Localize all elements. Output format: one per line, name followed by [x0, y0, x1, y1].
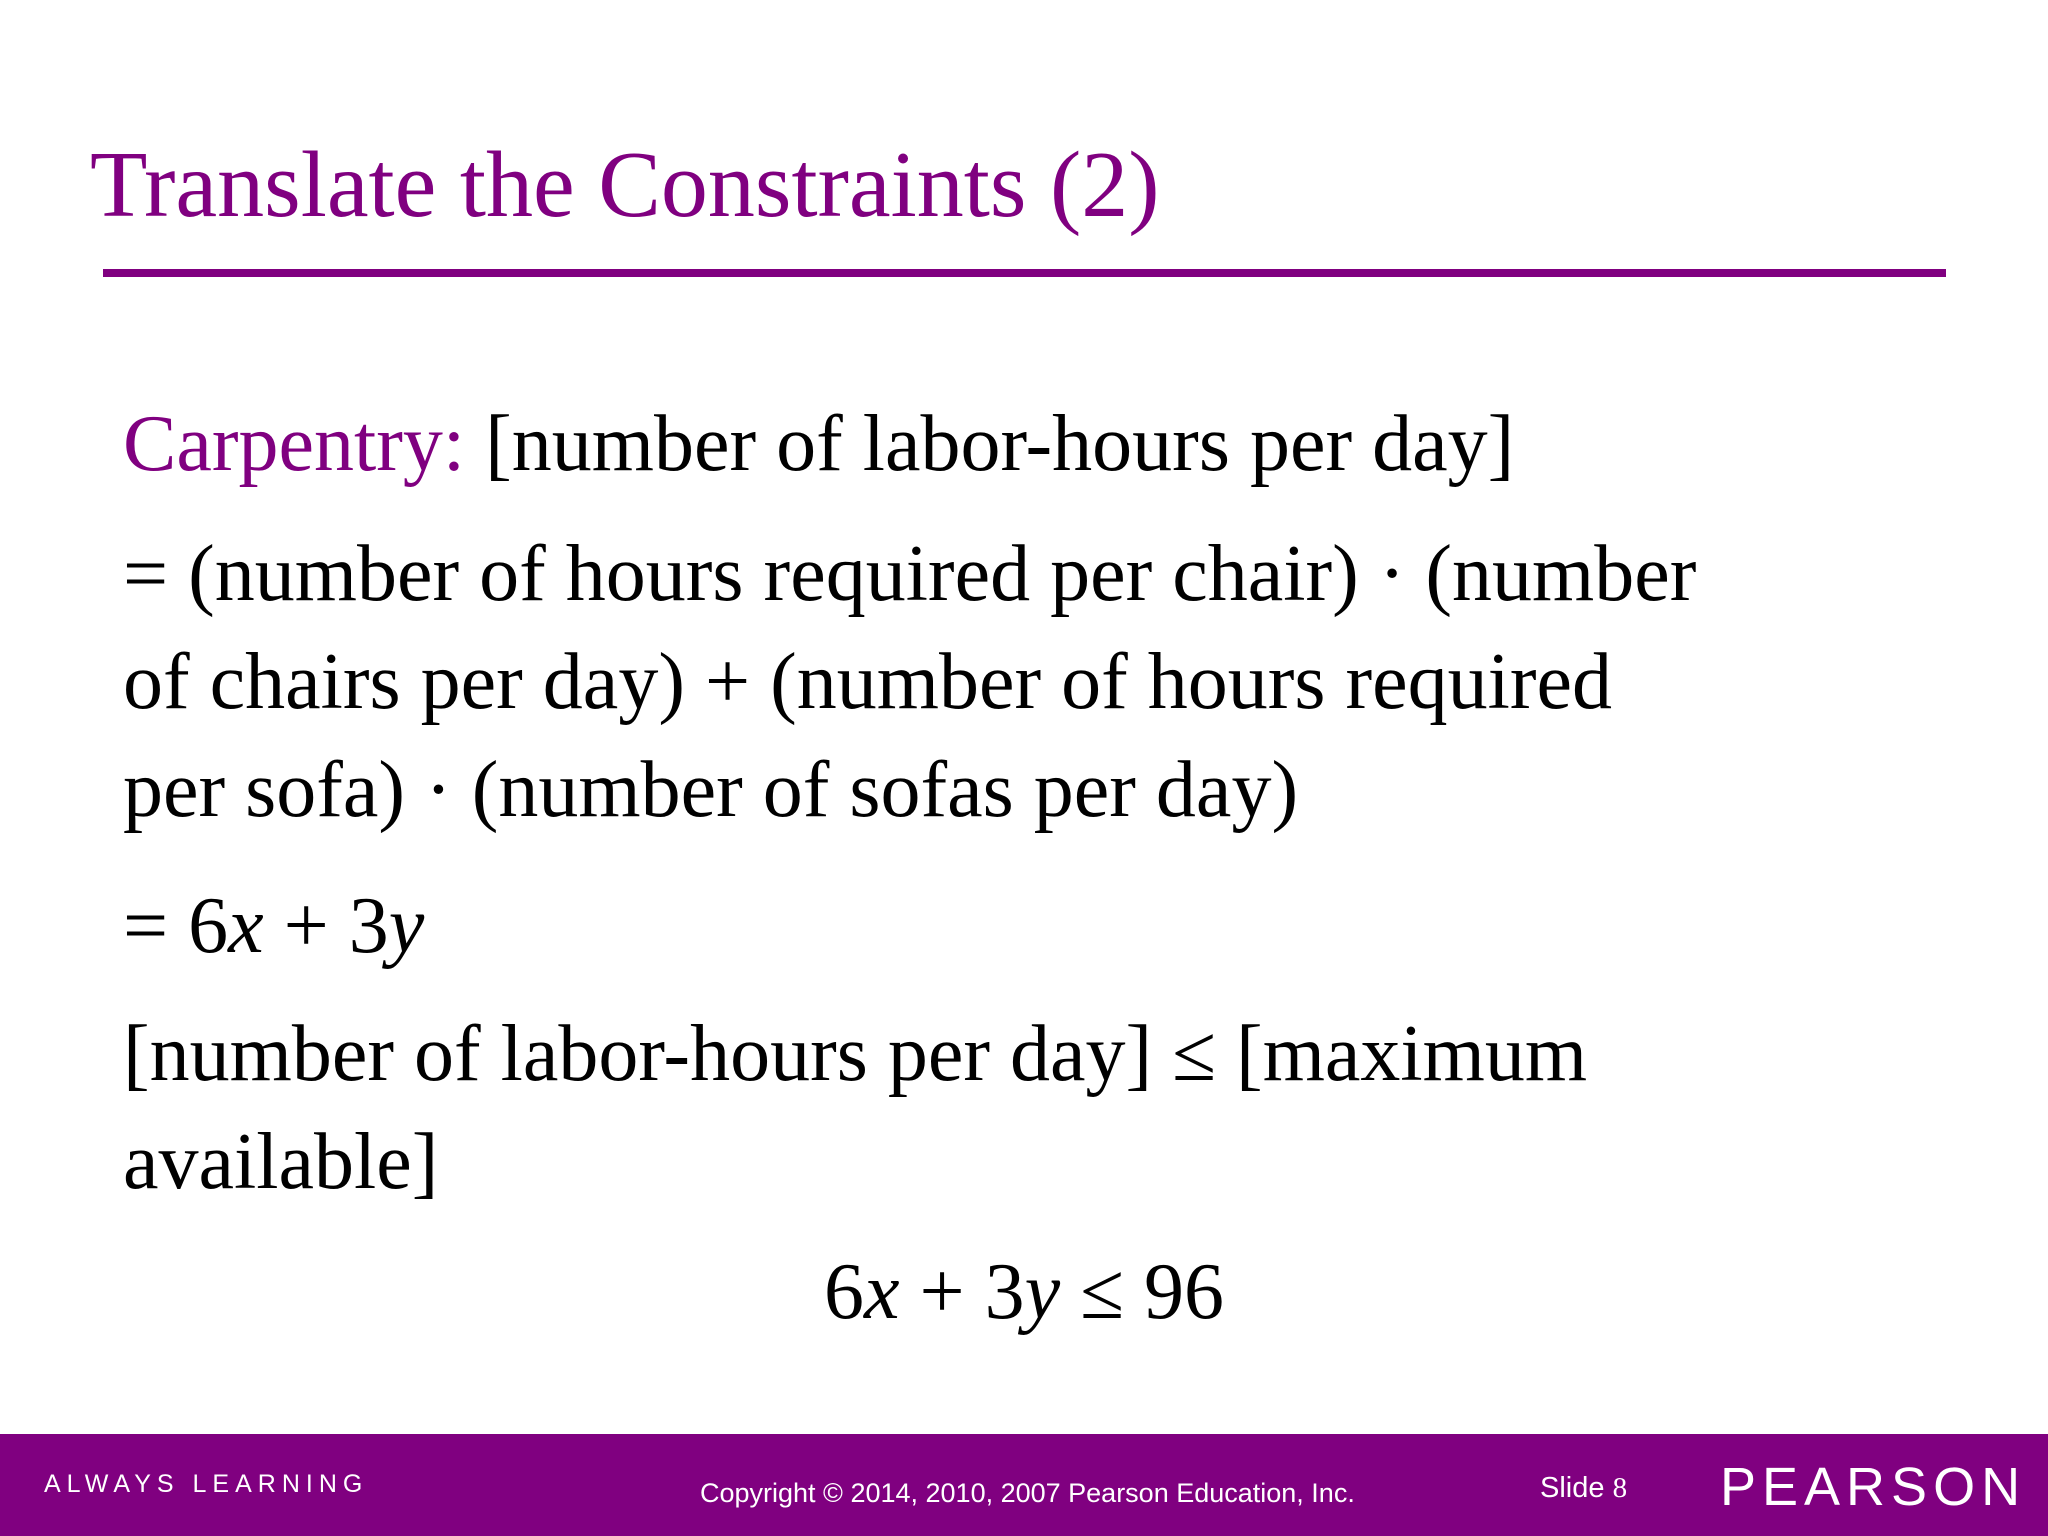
- constraint-bound: 96: [1144, 1248, 1225, 1336]
- expansion-line-3: per sofa) · (number of sofas per day): [123, 746, 1299, 834]
- variable-x: x: [228, 882, 264, 970]
- constraint-relation: ≤: [1060, 1248, 1145, 1336]
- slide-number-label: Slide: [1540, 1472, 1605, 1504]
- expression-middle: + 3: [263, 882, 389, 970]
- footer-bar: [0, 1434, 2048, 1536]
- footer-tagline: ALWAYS LEARNING: [44, 1470, 369, 1498]
- carpentry-line: [123, 390, 1514, 498]
- variable-y: y: [388, 882, 425, 970]
- carpentry-label: Carpentry:: [123, 400, 466, 488]
- expression-prefix: = 6: [123, 882, 229, 970]
- constraint-middle: + 3: [899, 1248, 1025, 1336]
- constraint-variable-x: x: [863, 1248, 900, 1336]
- constraint-coefficient: 6: [823, 1248, 864, 1336]
- constraint-variable-y: y: [1024, 1248, 1061, 1336]
- expansion-line-1: = (number of hours required per chair) · (number: [123, 530, 1697, 618]
- expansion-line-2: of chairs per day) + (number of hours required: [123, 638, 1613, 726]
- pearson-logo: PEARSON: [1720, 1457, 2027, 1517]
- expression-line: [123, 872, 424, 980]
- inequality-line-1: [number of labor-hours per day] ≤ [maximum: [123, 1010, 1588, 1098]
- constraint-formula: [0, 1238, 2048, 1346]
- slide-number: [1540, 1472, 1627, 1505]
- carpentry-definition: [number of labor-hours per day]: [465, 400, 1515, 488]
- slide-number-value: 8: [1612, 1472, 1628, 1504]
- footer-copyright: Copyright © 2014, 2010, 2007 Pearson Education, Inc.: [700, 1478, 1355, 1508]
- inequality-line-2: available]: [123, 1118, 439, 1206]
- title-divider: [103, 269, 1946, 277]
- slide-title: Translate the Constraints (2): [90, 133, 1160, 237]
